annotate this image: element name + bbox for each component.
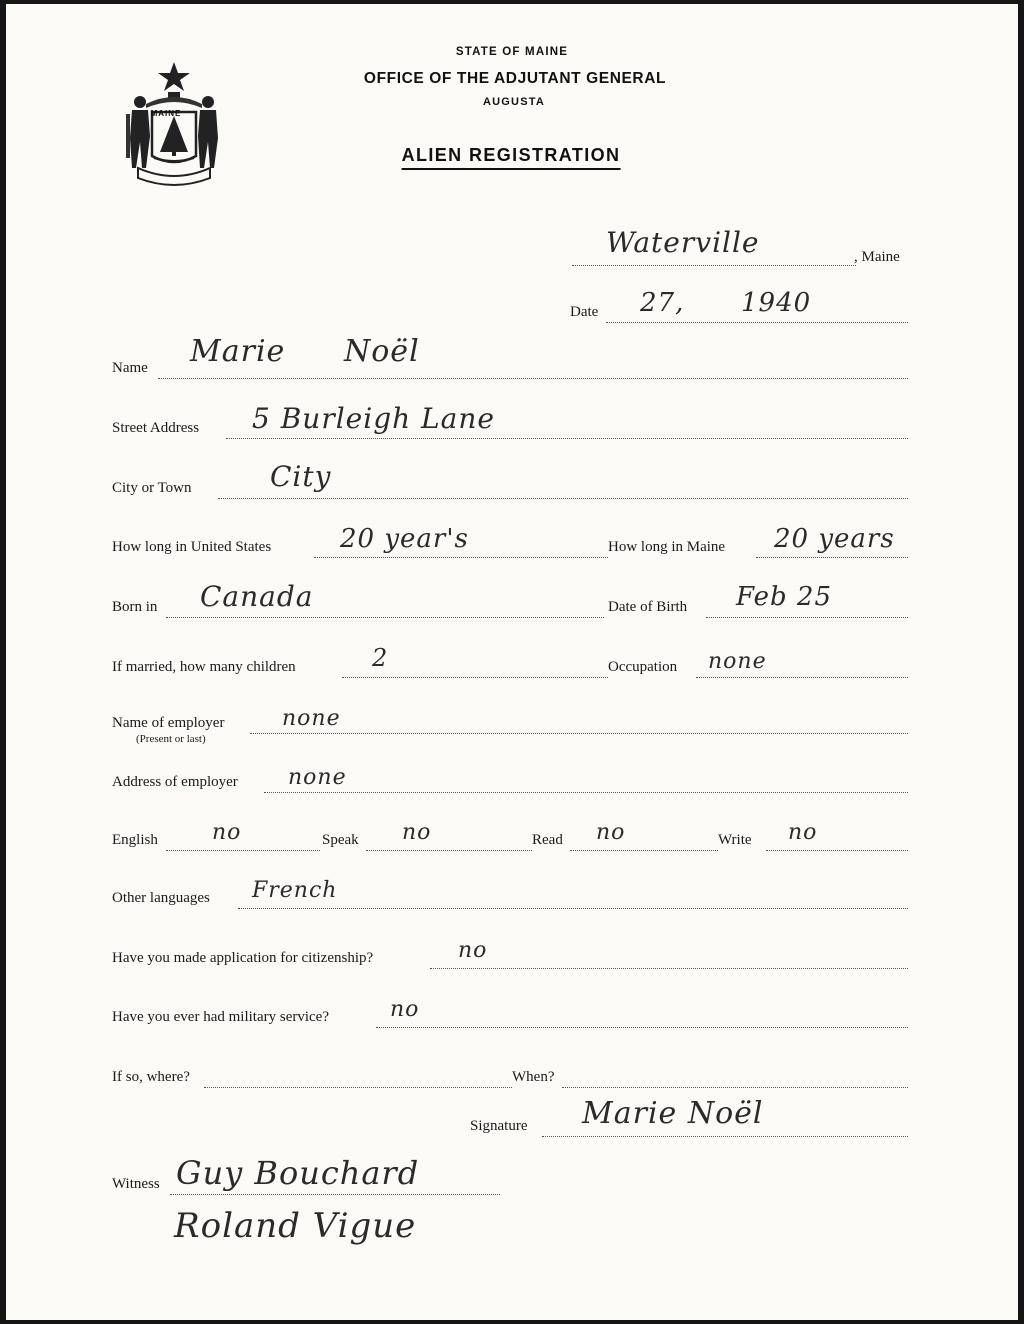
city-line [218,498,908,499]
speak-value: no [402,820,432,845]
citizenship-label: Have you made application for citizenship? [112,950,374,966]
date-year: 1940 [741,288,812,318]
signature-label: Signature [470,1118,528,1134]
date-label: Date [570,304,599,320]
occupation-value: none [708,649,767,674]
born-value: Canada [200,580,314,613]
us-years-line [314,557,608,558]
children-value: 2 [372,644,389,672]
signature-line [542,1136,908,1137]
name-line [158,378,908,379]
occupation-line [696,677,908,678]
employer-address-label: Address of employer [112,774,238,790]
witness-line [170,1194,500,1195]
witness-value-2: Roland Vigue [174,1206,417,1246]
write-line [766,850,908,851]
read-value: no [596,820,626,845]
maine-state-seal-icon [118,60,230,188]
where-line [204,1087,512,1088]
write-value: no [788,820,818,845]
english-value: no [212,820,242,845]
city-label: City or Town [112,480,192,496]
witness-value-1: Guy Bouchard [176,1154,420,1192]
registration-form [6,4,1018,1320]
employer-value: none [282,706,341,731]
military-line [376,1027,908,1028]
scan-right-edge [1018,0,1024,1324]
maine-years-value: 20 years [774,524,895,554]
read-label: Read [532,832,563,848]
name-label: Name [112,360,148,376]
read-line [570,850,718,851]
street-line [226,438,908,439]
date-day: 27, [640,288,685,318]
born-label: Born in [112,599,158,615]
other-languages-line [238,908,908,909]
where-label: If so, where? [112,1069,190,1085]
header-city: AUGUSTA [483,96,545,108]
street-label: Street Address [112,420,200,436]
seal-label: MAINE [150,109,182,118]
occupation-label: Occupation [608,659,678,675]
name-last: Noël [344,334,420,369]
us-years-label: How long in United States [112,539,272,555]
when-label: When? [512,1069,555,1085]
speak-label: Speak [322,832,359,848]
dob-value: Feb 25 [736,582,832,612]
city-value: City [270,460,332,493]
witness-label: Witness [112,1176,160,1192]
employer-line [250,733,908,734]
location-value: Waterville [606,226,760,259]
name-first: Marie [190,334,286,369]
maine-years-line [756,557,908,558]
employer-address-value: none [288,765,347,790]
street-value: 5 Burleigh Lane [252,402,495,435]
location-suffix: , Maine [854,249,900,265]
signature-value: Marie Noël [582,1096,764,1131]
dob-line [706,617,908,618]
other-languages-label: Other languages [112,890,210,906]
dob-label: Date of Birth [608,599,688,615]
employer-address-line [264,792,908,793]
header-state: STATE OF MAINE [455,46,569,58]
military-label: Have you ever had military service? [112,1009,329,1025]
maine-years-label: How long in Maine [608,539,726,555]
military-value: no [390,997,420,1022]
location-line [572,265,856,266]
children-label: If married, how many children [112,659,296,675]
write-label: Write [718,832,752,848]
employer-label: Name of employer [112,715,225,731]
born-line [166,617,604,618]
speak-line [366,850,532,851]
citizenship-value: no [458,938,488,963]
header-office: OFFICE OF THE ADJUTANT GENERAL [363,70,667,87]
employer-sublabel: (Present or last) [136,733,206,745]
children-line [342,677,608,678]
date-line [606,322,908,323]
form-title: ALIEN REGISTRATION [402,145,621,170]
us-years-value: 20 year's [340,524,469,554]
when-line [562,1087,908,1088]
citizenship-line [430,968,908,969]
other-languages-value: French [252,878,338,903]
english-label: English [112,832,158,848]
english-line [166,850,320,851]
